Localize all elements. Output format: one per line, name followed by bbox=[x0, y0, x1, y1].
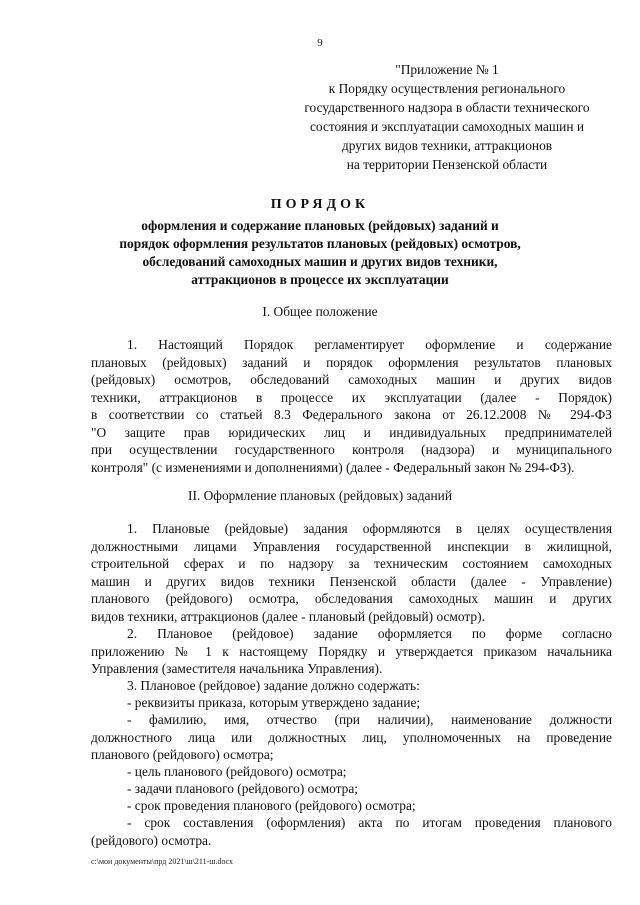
text-line: - цель планового (рейдового) осмотра; bbox=[127, 764, 347, 779]
text-line: "О защите прав юридических лиц и индивидуальных предпринимателей bbox=[91, 424, 612, 440]
appendix-line: "Приложение № 1 bbox=[395, 62, 499, 77]
section-1-paragraph bbox=[91, 336, 612, 476]
text-line: 2. Плановое (рейдовое) задание оформляется по форме согласно bbox=[127, 626, 612, 641]
section-2-item-act-term bbox=[91, 814, 612, 849]
text-line: (рейдовых) осмотров, обследований самоходных машин и других видов bbox=[91, 372, 612, 387]
section-2-paragraph-2 bbox=[91, 625, 612, 678]
appendix-line: на территории Пензенской области bbox=[346, 157, 548, 172]
appendix-line: государственного надзора в области технического bbox=[304, 100, 590, 115]
text-line: контроля" (с изменениями и дополнениями) (далее - Федеральный закон № 294-ФЗ). bbox=[91, 459, 575, 475]
text-line: в соответствии со статьей 8.3 Федерального закона от 26.12.2008 № 294-ФЗ bbox=[91, 407, 612, 422]
text-line: машин и других видов техники Пензенской области (далее - Управление) bbox=[91, 573, 612, 589]
text-line: - срок проведения планового (рейдового) осмотра; bbox=[127, 798, 416, 813]
text-line: 1. Плановые (рейдовые) задания оформляются в целях осуществления bbox=[127, 521, 612, 536]
section-2-item-tasks bbox=[91, 780, 612, 798]
text-line: должностными лицами Управления государственной инспекции в жилищной, bbox=[91, 538, 612, 554]
text-line: строительной сферах и по надзору за техническим состоянием самоходных bbox=[91, 556, 612, 571]
appendix-header bbox=[262, 60, 632, 174]
text-line: 3. Плановое (рейдовое) задание должно содержать: bbox=[127, 678, 420, 693]
appendix-line: состояния и эксплуатации самоходных машин и bbox=[309, 119, 585, 134]
section-2-heading: II. Оформление плановых (рейдовых) заданий bbox=[188, 488, 452, 503]
file-path-footer: c:\мои документы\прд 2021\ш\211-ш.docx bbox=[91, 857, 233, 866]
appendix-line: других видов техники, аттракционов bbox=[341, 138, 553, 153]
section-2-paragraph-3 bbox=[91, 677, 612, 695]
subtitle-line: оформления и содержание плановых (рейдовых) заданий и bbox=[141, 218, 499, 233]
section-2-paragraph-1 bbox=[91, 520, 612, 625]
text-line: 1. Настоящий Порядок регламентирует оформление и содержание bbox=[127, 337, 612, 352]
section-1-heading: I. Общее положение bbox=[262, 304, 378, 319]
appendix-line: к Порядку осуществления регионального bbox=[328, 81, 566, 96]
section-2-item-term bbox=[91, 797, 612, 815]
subtitle-line: аттракционов в процессе их эксплуатации bbox=[191, 272, 449, 287]
text-line: плановых (рейдовых) заданий и порядок оформления результатов плановых bbox=[91, 354, 612, 370]
text-line: должностного лица или должностных лиц, уполномоченных на проведение bbox=[91, 729, 612, 745]
text-line: планового (рейдового) осмотра; bbox=[91, 747, 274, 762]
subtitle-line: обследований самоходных машин и других видов техники, bbox=[142, 254, 498, 269]
text-line: - реквизиты приказа, которым утверждено задание; bbox=[127, 695, 421, 710]
document-subtitle bbox=[80, 217, 560, 289]
text-line: планового (рейдового) осмотра, обследования самоходных машин и других bbox=[91, 591, 612, 606]
document-title: ПОРЯДОК bbox=[270, 197, 370, 212]
section-2-item-requisites bbox=[91, 694, 612, 712]
text-line: - фамилию, имя, отчество (при наличии), наименование должности bbox=[127, 712, 612, 727]
text-line: Управления (заместителя начальника Управления). bbox=[91, 661, 383, 676]
subtitle-line: порядок оформления результатов плановых (рейдовых) осмотров, bbox=[119, 236, 521, 251]
text-line: при осуществлении государственного контроля (надзора) и муниципального bbox=[91, 442, 612, 457]
text-line: - задачи планового (рейдового) осмотра; bbox=[127, 781, 358, 796]
section-2-item-purpose bbox=[91, 763, 612, 781]
text-line: видов техники, аттракционов (далее - плановый (рейдовый) осмотр). bbox=[91, 608, 485, 624]
text-line: приложению № 1 к настоящему Порядку и утверждается приказом начальника bbox=[91, 643, 612, 659]
text-line: - срок составления (оформления) акта по итогам проведения планового bbox=[127, 815, 612, 830]
section-2-item-officials bbox=[91, 711, 612, 764]
text-line: техники, аттракционов в процессе их эксплуатации (далее - Порядок) bbox=[91, 389, 612, 405]
page-number: 9 bbox=[317, 37, 323, 49]
text-line: (рейдового) осмотра. bbox=[91, 832, 212, 848]
